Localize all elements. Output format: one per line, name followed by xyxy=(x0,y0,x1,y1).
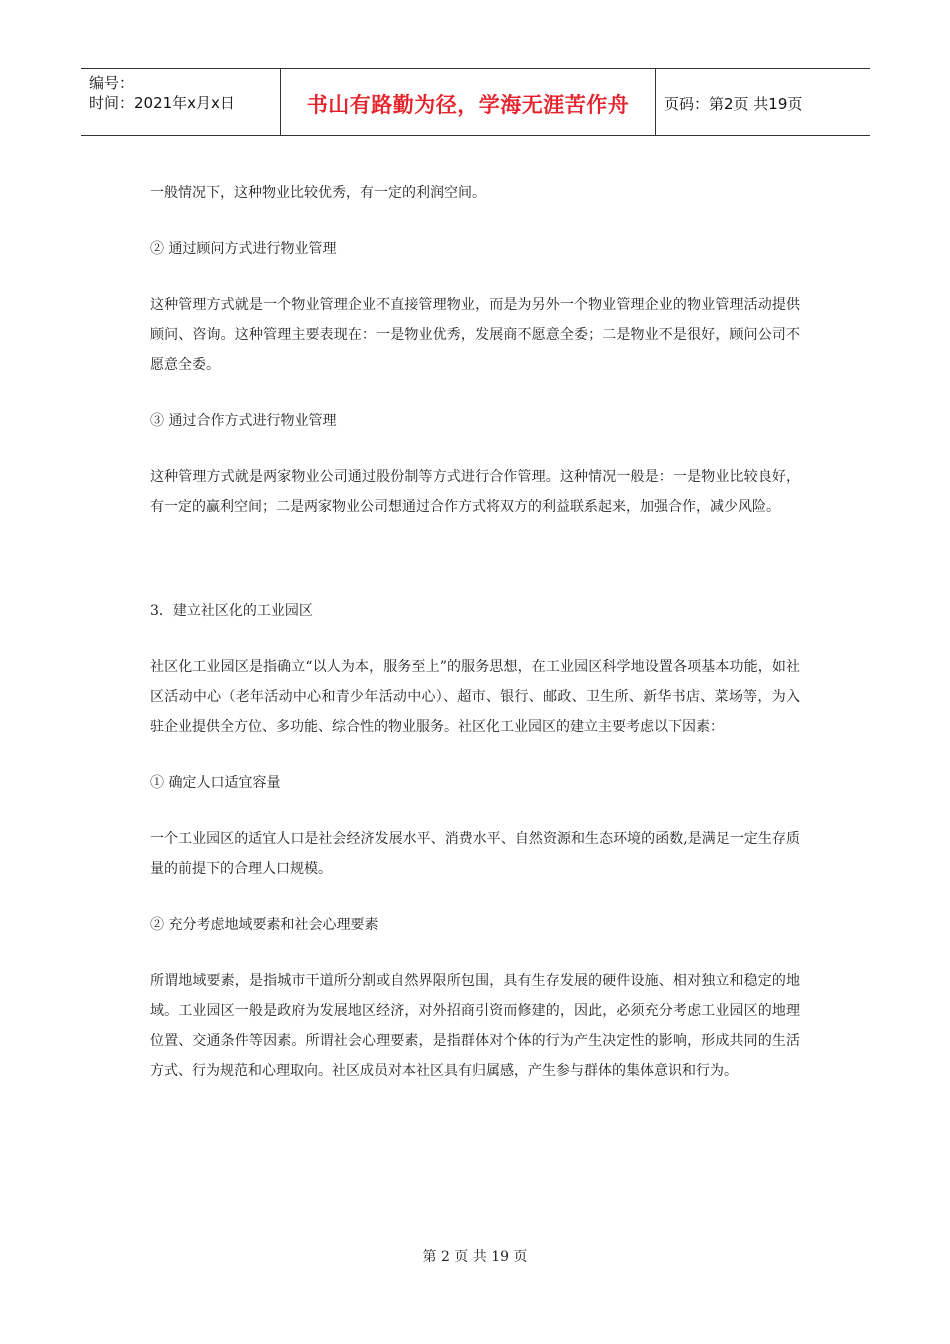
serial-number-label: 编号： xyxy=(89,74,135,92)
section-heading: 3．建立社区化的工业园区 xyxy=(150,603,313,619)
paragraph: 一般情况下，这种物业比较优秀，有一定的利润空间。 xyxy=(150,185,486,201)
date-label: 时间：2021年x月x日 xyxy=(89,94,235,112)
paragraph: 这种管理方式就是两家物业公司通过股份制等方式进行合作管理。这种情况一般是：一是物业比较良好，有一定的赢利空间；二是两家物业公司想通过合作方式将双方的利益联系起来，加强合作，减少风险。 xyxy=(150,469,800,515)
subheading: ③ 通过合作方式进行物业管理 xyxy=(150,413,337,429)
header-motto: 书山有路勤为径，学海无涯苦作舟 xyxy=(281,69,656,135)
paragraph: 一个工业园区的适宜人口是社会经济发展水平、消费水平、自然资源和生态环境的函数,是满足一定生存质量的前提下的合理人口规模。 xyxy=(150,831,800,877)
paragraph: 所谓地域要素，是指城市干道所分割或自然界限所包围，具有生存发展的硬件设施、相对独立和稳定的地域。工业园区一般是政府为发展地区经济，对外招商引资而修建的，因此，必须充分考虑工业园区的地理位置、交通条件等因素。所谓社会心理要素，是指群体对个体的行为产生决定性的影响，形成共同的生活方式、行为规范和心理取向。社区成员对本社区具有归属感，产生参与群体的集体意识和行为。 xyxy=(150,973,800,1079)
page-footer: 第 2 页 共 19 页 xyxy=(422,1249,528,1265)
subheading: ① 确定人口适宜容量 xyxy=(150,775,281,791)
document-header xyxy=(81,68,870,136)
subheading: ② 充分考虑地域要素和社会心理要素 xyxy=(150,917,379,933)
header-page-info: 页码：第2页 共19页 xyxy=(664,94,803,113)
subheading: ② 通过顾问方式进行物业管理 xyxy=(150,241,337,257)
header-meta xyxy=(81,69,281,135)
paragraph: 这种管理方式就是一个物业管理企业不直接管理物业，而是为另外一个物业管理企业的物业管理活动提供顾问、咨询。这种管理主要表现在：一是物业优秀，发展商不愿意全委；二是物业不是很好，顾问公司不愿意全委。 xyxy=(150,297,800,373)
paragraph: 社区化工业园区是指确立“以人为本，服务至上”的服务思想，在工业园区科学地设置各项基本功能，如社区活动中心（老年活动中心和青少年活动中心）、超市、银行、邮政、卫生所、新华书店、菜场等，为入驻企业提供全方位、多功能、综合性的物业服务。社区化工业园区的建立主要考虑以下因素： xyxy=(150,659,800,735)
document-body xyxy=(150,178,800,1086)
